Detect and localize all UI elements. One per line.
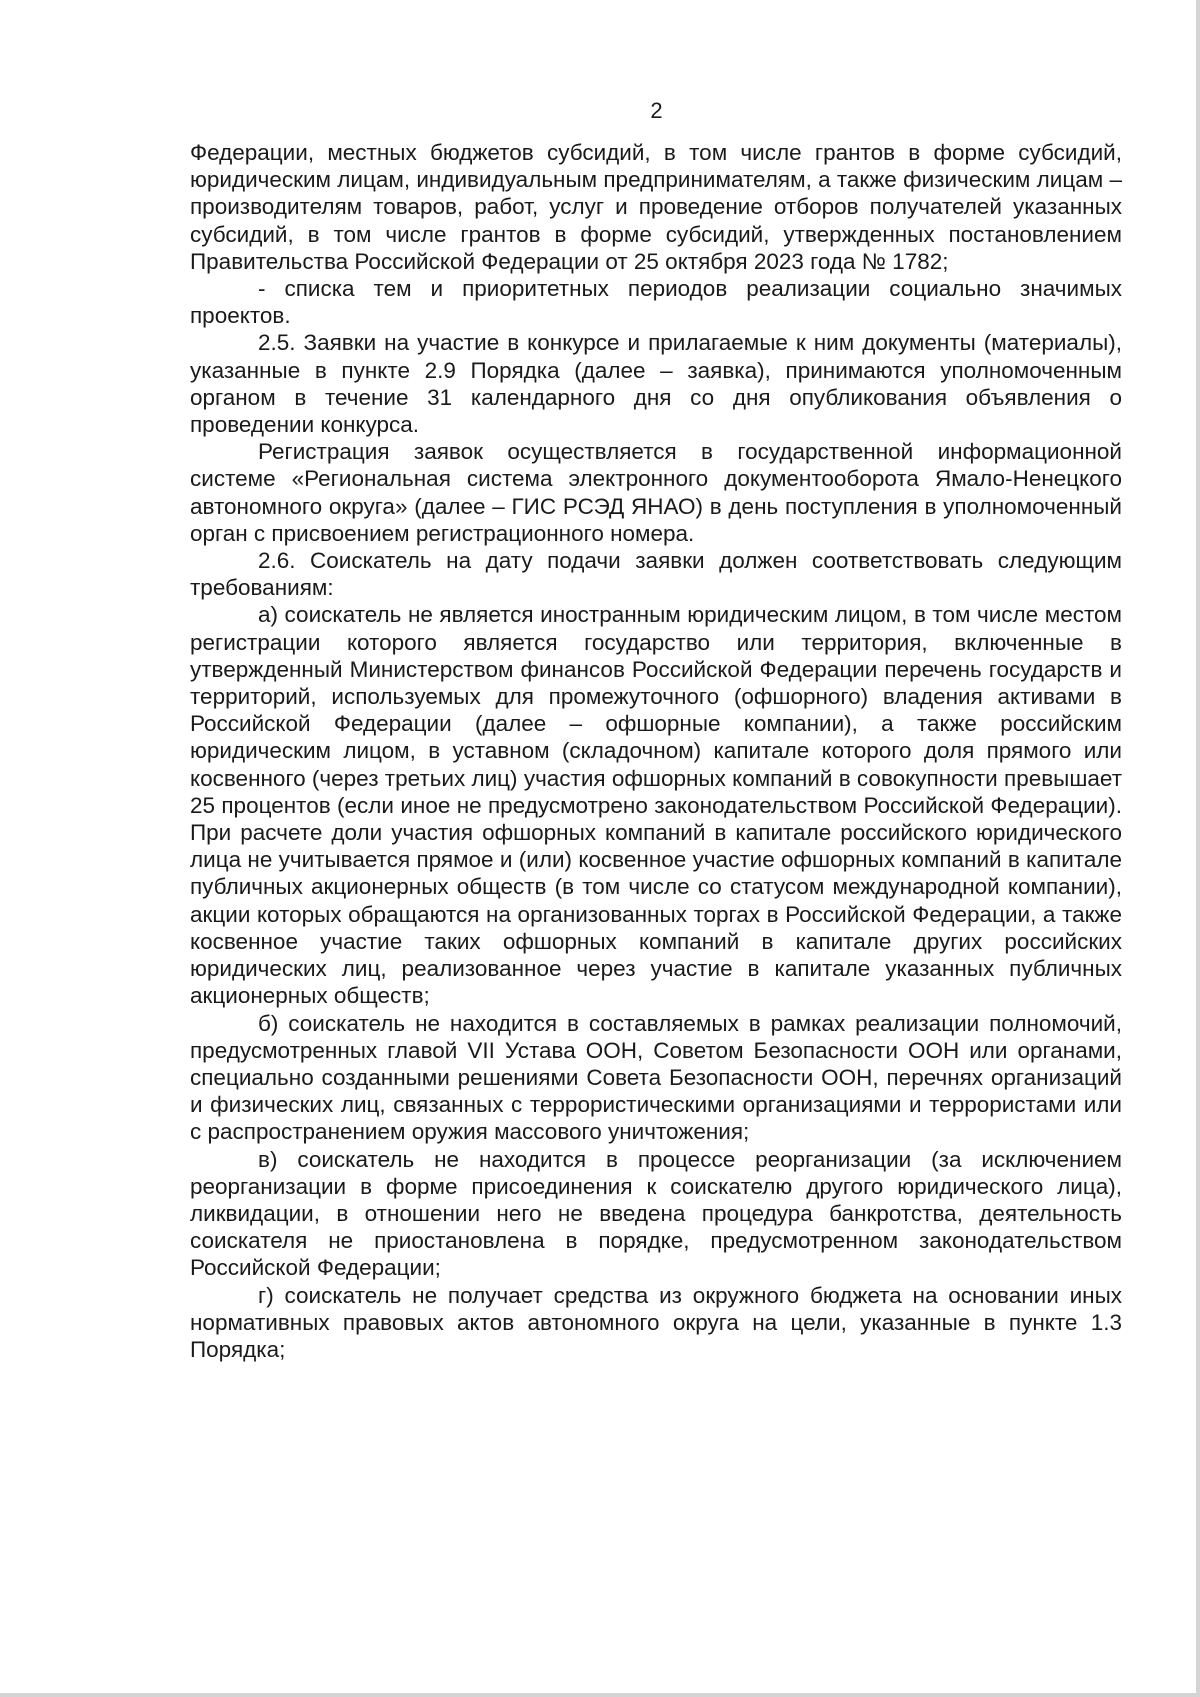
paragraph-registration: Регистрация заявок осуществляется в государственной информационной системе «Региональная система электронного документооборота Ямало-Ненецкого автономного округа» (далее – ГИС РСЭД ЯНАО) в день поступления в уполномоченный орган с присвоением регистрационного номера. (190, 439, 1122, 546)
paragraph-requirement-a: а) соискатель не является иностранным юридическим лицом, в том числе местом регистрации которого является государство или территория, включенные в утвержденный Министерством финансов Российской Федерации перечень государств и территорий, используемых для промежуточного (офшорного) владения активами в Российской Федерации (далее – офшорные компании), а также российским юридическим лицом, в уставном (складочном) капитале которого доля прямого или косвенного (через третьих лиц) участия офшорных компаний в совокупности превышает 25 процентов (если иное не предусмотрено законодательством Российской Федерации). При расчете доли участия офшорных компаний в капитале российского юридического лица не учитывается прямое и (или) косвенное участие офшорных компаний в капитале публичных акционерных обществ (в том числе со статусом международной компании), акции которых обращаются на организованных торгах в Российской Федерации, а также косвенное участие таких офшорных компаний в капитале других российских юридических лиц, реализованное через участие в капитале указанных публичных акционерных обществ; (190, 602, 1122, 1009)
paragraph-topics-list: - списка тем и приоритетных периодов реализации социально значимых проектов. (190, 276, 1122, 329)
page-number: 2 (650, 98, 663, 123)
paragraph-continuation: Федерации, местных бюджетов субсидий, в том числе грантов в форме субсидий, юридическим лицам, индивидуальным предпринимателям, а также физическим лицам – производителям товаров, работ, услуг и проведение отборов получателей указанных субсидий, в том числе грантов в форме субсидий, утвержденных постановлением Правительства Российской Федерации от 25 октября 2023 года № 1782; (190, 140, 1122, 274)
paragraph-requirement-v: в) соискатель не находится в процессе реорганизации (за исключением реорганизации в форме присоединения к соискателю другого юридического лица), ликвидации, в отношении него не введена процедура банкротства, деятельность соискателя не приостановлена в порядке, предусмотренном законодательством Российской Федерации; (190, 1146, 1122, 1281)
paragraph-requirement-g: г) соискатель не получает средства из окружного бюджета на основании иных нормативных правовых актов автономного округа на цели, указанные в пункте 1.3 Порядка; (190, 1282, 1122, 1362)
document-body (190, 139, 1122, 1363)
paragraph-requirement-b: б) соискатель не находится в составляемых в рамках реализации полномочий, предусмотренных главой VII Устава ООН, Советом Безопасности ООН или органами, специально созданными решениями Совета Безопасности ООН, перечнях организаций и физических лиц, связанных с террористическими организациями и террористами или с распространением оружия массового уничтожения; (190, 1010, 1122, 1145)
paragraph-2-5: 2.5. Заявки на участие в конкурсе и прилагаемые к ним документы (материалы), указанные в пункте 2.9 Порядка (далее – заявка), принимаются уполномоченным органом в течение 31 календарного дня со дня опубликования объявления о проведении конкурса. (190, 330, 1122, 438)
paragraph-2-6: 2.6. Соискатель на дату подачи заявки должен соответствовать следующим требованиям: (190, 548, 1122, 601)
